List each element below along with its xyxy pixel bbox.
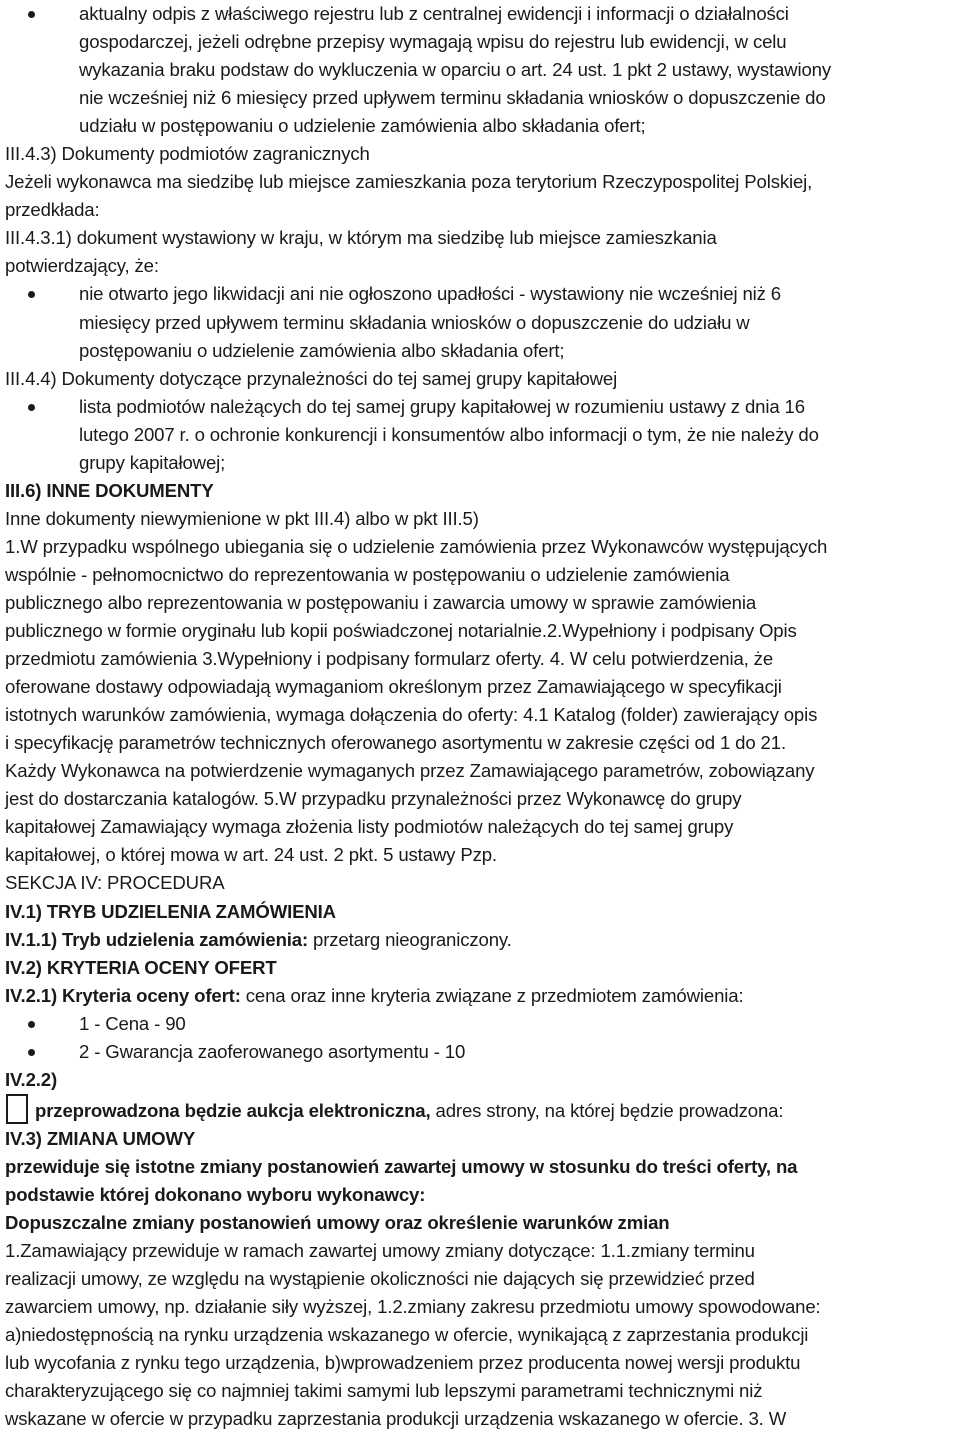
- field-kryteria-oceny: [5, 982, 960, 1010]
- text-line: charakteryzującego się co najmniej takimi samymi lub lepszymi parametrami technicznymi niż: [5, 1380, 763, 1402]
- text-line: publicznego w formie oryginału lub kopii poświadczonej notarialnie.2.Wypełniony i podpisany Opis: [5, 620, 797, 642]
- bullet-item-likwidacja: [5, 280, 960, 364]
- text-line: miesięcy przed upływem terminu składania wniosków o dopuszczenie do udziału w: [79, 311, 750, 333]
- section-heading-iv3: IV.3) ZMIANA UMOWY: [5, 1127, 196, 1149]
- text-line: oferowane dostawy odpowiadają wymaganiom określonym przez Zamawiającego w specyfikacji: [5, 676, 782, 698]
- field-tryb-udzielenia: [5, 926, 960, 954]
- bullet-item-grupa-kapitalowa: [5, 393, 960, 477]
- criterion-item: [5, 1038, 960, 1066]
- text-line: postępowaniu o udzielenie zamówienia albo składania ofert;: [79, 339, 565, 361]
- text-line: wskazane w ofercie w przypadku zaprzestania produkcji urządzenia wskazanego w ofercie. 3. W: [5, 1408, 787, 1430]
- text-line: Jeżeli wykonawca ma siedzibę lub miejsce zamieszkania poza terytorium Rzeczypospolitej Polskiej,: [5, 171, 813, 193]
- text-line: podstawie której dokonano wyboru wykonawcy:: [5, 1183, 426, 1205]
- section-heading-sekcja-iv: SEKCJA IV: PROCEDURA: [5, 872, 225, 894]
- criterion-text: 1 - Cena - 90: [79, 1012, 186, 1034]
- auction-row: [5, 1094, 960, 1125]
- text-line: i specyfikację parametrów technicznych oferowanego asortymentu w zakresie części od 1 do 21.: [5, 732, 786, 754]
- text-line: nie wcześniej niż 6 miesięcy przed upływem terminu składania wniosków o dopuszczenie do: [79, 87, 826, 109]
- text-line: zawarciem umowy, np. działanie siły wyższej, 1.2.zmiany zakresu przedmiotu umowy spowodowane:: [5, 1296, 821, 1318]
- text-line: istotnych warunków zamówienia, wymaga dołączenia do oferty: 4.1 Katalog (folder) zawierający opis: [5, 704, 818, 726]
- text-line: Dopuszczalne zmiany postanowień umowy oraz określenie warunków zmian: [5, 1212, 670, 1234]
- section-heading-iii6: III.6) INNE DOKUMENTY: [5, 479, 214, 501]
- field-label: IV.2.1) Kryteria oceny ofert:: [5, 984, 241, 1006]
- text-line: przewiduje się istotne zmiany postanowień zawartej umowy w stosunku do treści oferty, na: [5, 1155, 798, 1177]
- auction-checkbox[interactable]: [6, 1094, 28, 1124]
- text-line: jest do dostarczania katalogów. 5.W przypadku przynależności przez Wykonawcę do grupy: [5, 788, 742, 810]
- field-label: IV.1.1) Tryb udzielenia zamówienia:: [5, 928, 309, 950]
- auction-value: adres strony, na której będzie prowadzona:: [430, 1099, 784, 1121]
- text-line: gospodarczej, jeżeli odrębne przepisy wymagają wpisu do rejestru lub ewidencji, w celu: [79, 31, 787, 53]
- bullet-item-odpis: [5, 0, 960, 140]
- text-line: kapitałowej Zamawiający wymaga złożenia listy podmiotów należących do tej samej grupy: [5, 816, 734, 838]
- text-line: aktualny odpis z właściwego rejestru lub z centralnej ewidencji i informacji o działalności: [79, 3, 789, 24]
- text-line: 1.Zamawiający przewiduje w ramach zawartej umowy zmiany dotyczące: 1.1.zmiany terminu: [5, 1240, 755, 1262]
- text-line: 1.W przypadku wspólnego ubiegania się o udzielenie zamówienia przez Wykonawców występujących: [5, 535, 828, 557]
- text-line: potwierdzający, że:: [5, 255, 159, 277]
- text-line: kapitałowej, o której mowa w art. 24 ust. 2 pkt. 5 ustawy Pzp.: [5, 844, 497, 866]
- text-line: wspólnie - pełnomocnictwo do reprezentowania w postępowaniu o udzielenie zamówienia: [5, 563, 730, 585]
- text-line: III.4.3.1) dokument wystawiony w kraju, w którym ma siedzibę lub miejsce zamieszkania: [5, 227, 717, 249]
- text-line: przedmiotu zamówienia 3.Wypełniony i podpisany formularz oferty. 4. W celu potwierdzenia, że: [5, 648, 774, 670]
- text-line: grupy kapitałowej;: [79, 451, 226, 473]
- text-line: przedkłada:: [5, 199, 100, 221]
- text-line: wykazania braku podstaw do wykluczenia w oparciu o art. 24 ust. 1 pkt 2 ustawy, wystawiony: [79, 59, 831, 81]
- text-line: a)niedostępnością na rynku urządzenia wskazanego w ofercie, wynikającą z zaprzestania produkcji: [5, 1324, 809, 1346]
- auction-label: przeprowadzona będzie aukcja elektroniczna,: [35, 1099, 431, 1121]
- section-heading-iii43: III.4.3) Dokumenty podmiotów zagranicznych: [5, 143, 370, 165]
- text-line: nie otwarto jego likwidacji ani nie ogłoszono upadłości - wystawiony nie wcześniej niż 6: [79, 283, 781, 305]
- field-value: przetarg nieograniczony.: [308, 928, 512, 950]
- field-value: cena oraz inne kryteria związane z przedmiotem zamówienia:: [240, 984, 744, 1006]
- text-line: udziału w postępowaniu o udzielenie zamówienia albo składania ofert;: [79, 115, 646, 137]
- section-heading-iv1: IV.1) TRYB UDZIELENIA ZAMÓWIENIA: [5, 900, 336, 922]
- section-heading-iii44: III.4.4) Dokumenty dotyczące przynależności do tej samej grupy kapitałowej: [5, 367, 618, 389]
- section-subheading-iii6: Inne dokumenty niewymienione w pkt III.4) albo w pkt III.5): [5, 507, 479, 529]
- criterion-text: 2 - Gwarancja zaoferowanego asortymentu - 10: [79, 1040, 466, 1062]
- text-line: Każdy Wykonawca na potwierdzenie wymaganych przez Zamawiającego parametrów, zobowiązany: [5, 760, 815, 782]
- text-line: lutego 2007 r. o ochronie konkurencji i konsumentów albo informacji o tym, że nie należy do: [79, 423, 819, 445]
- section-heading-iv2: IV.2) KRYTERIA OCENY OFERT: [5, 956, 277, 978]
- text-line: lista podmiotów należących do tej samej grupy kapitałowej w rozumieniu ustawy z dnia 16: [79, 395, 805, 417]
- criterion-item: [5, 1010, 960, 1038]
- text-line: realizacji umowy, ze względu na wystąpienie okoliczności nie dających się przewidzieć przed: [5, 1268, 755, 1290]
- section-heading-iv22: IV.2.2): [5, 1068, 58, 1090]
- text-line: lub wycofania z rynku tego urządzenia, b)wprowadzeniem przez producenta nowej wersji produktu: [5, 1352, 801, 1374]
- text-line: publicznego albo reprezentowania w postępowaniu i zawarcia umowy w sprawie zamówienia: [5, 591, 757, 613]
